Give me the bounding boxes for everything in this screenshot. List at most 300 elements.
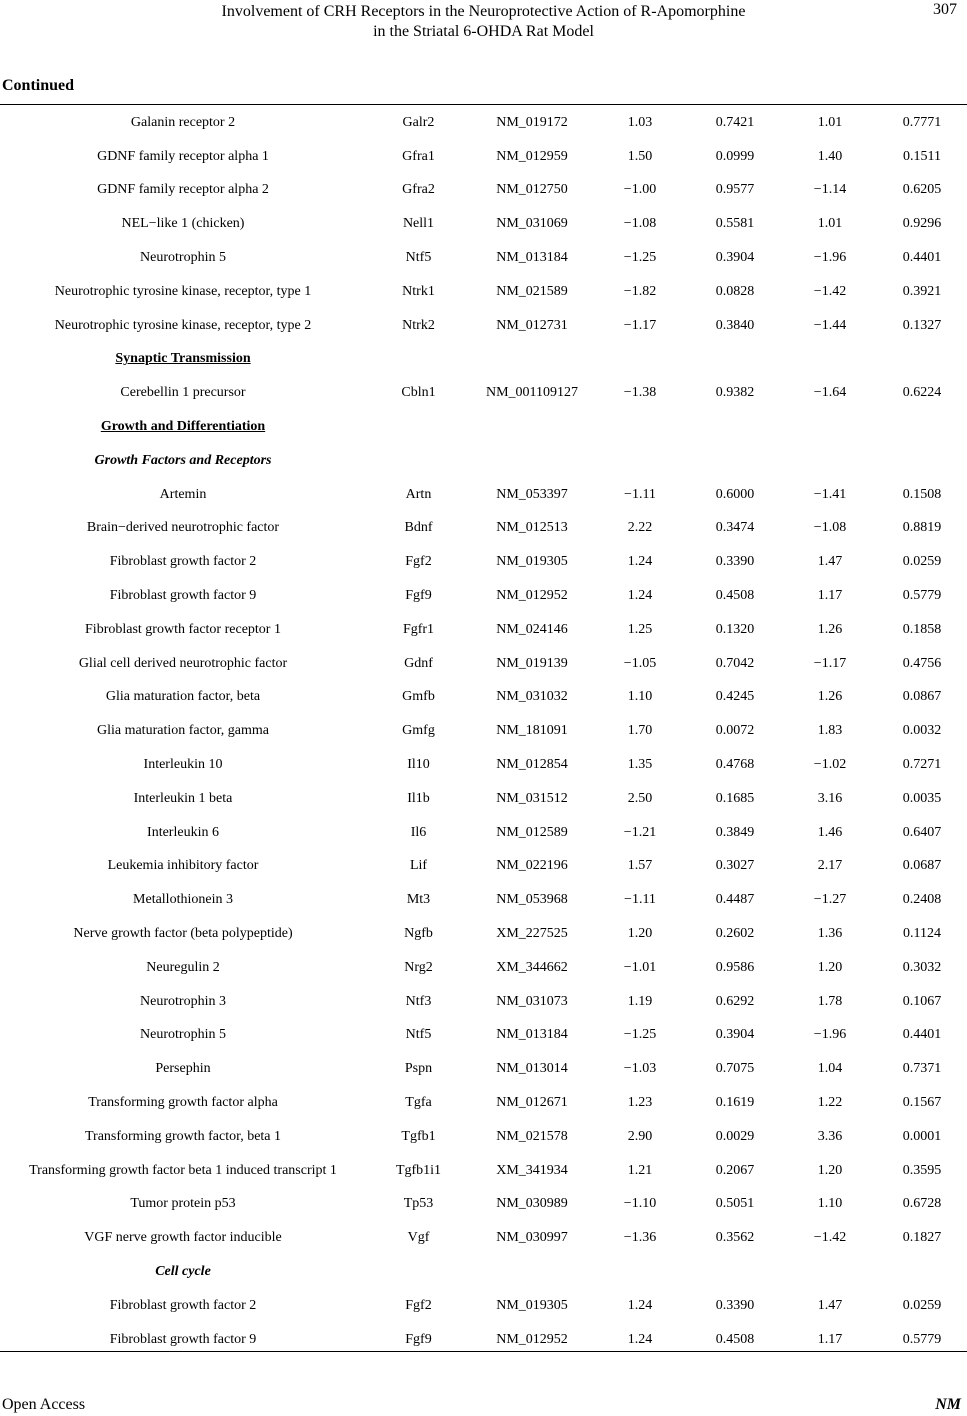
gene-symbol-cell: Il6 <box>410 824 427 840</box>
gene-name-cell: Metallothionein 3 <box>133 892 233 908</box>
accession-cell: NM_012671 <box>496 1095 568 1110</box>
table-row <box>0 275 967 309</box>
p-value-1-cell: 0.7042 <box>715 655 755 671</box>
accession-cell: NM_019305 <box>496 554 568 570</box>
p-value-2-cell: 0.6728 <box>902 1196 942 1212</box>
empty-cell <box>877 1255 967 1289</box>
accession-cell: NM_012854 <box>496 757 568 773</box>
fold-change-1-cell: −1.01 <box>623 959 657 975</box>
fold-change-2-cell: 1.04 <box>817 1061 843 1077</box>
gene-name-cell: Interleukin 6 <box>147 824 219 840</box>
fold-change-2-cell: 1.01 <box>817 114 843 130</box>
gene-name-cell: Fibroblast growth factor 2 <box>109 554 257 570</box>
gene-name-cell: Fibroblast growth factor 2 <box>109 1297 257 1313</box>
p-value-1-cell: 0.4487 <box>715 892 755 908</box>
accession-cell: NM_019305 <box>496 1297 568 1313</box>
fold-change-2-cell: 1.01 <box>817 216 843 232</box>
gene-symbol-cell: Ntrk1 <box>402 283 435 299</box>
p-value-2-cell: 0.5779 <box>902 1331 942 1347</box>
fold-change-2-cell: 1.36 <box>817 926 843 942</box>
fold-change-1-cell: 1.35 <box>627 757 653 773</box>
p-value-2-cell: 0.0259 <box>902 1297 942 1313</box>
accession-cell: NM_013184 <box>496 250 568 266</box>
accession-cell: NM_022196 <box>496 858 568 874</box>
fold-change-2-cell: 1.20 <box>817 1162 843 1178</box>
table-row <box>0 1188 967 1222</box>
p-value-2-cell: 0.6407 <box>902 824 942 840</box>
fold-change-1-cell: 1.24 <box>627 588 653 604</box>
table-row <box>0 1052 967 1086</box>
p-value-1-cell: 0.0029 <box>715 1128 755 1144</box>
p-value-2-cell: 0.1327 <box>902 317 942 333</box>
accession-cell: NM_024146 <box>496 621 568 637</box>
empty-cell <box>593 444 687 478</box>
fold-change-1-cell: −1.82 <box>623 283 657 299</box>
p-value-2-cell: 0.3595 <box>902 1162 942 1178</box>
gene-symbol-cell: Ntf3 <box>405 993 432 1009</box>
table-row <box>0 207 967 241</box>
gene-symbol-cell: Ntf5 <box>405 1027 432 1043</box>
gene-symbol-cell: Tgfb1i1 <box>395 1162 442 1178</box>
gene-symbol-cell: Vgf <box>407 1230 430 1246</box>
section-heading-row <box>0 410 967 444</box>
table-row <box>0 1120 967 1154</box>
fold-change-2-cell: −1.64 <box>813 385 847 401</box>
table-row <box>0 1154 967 1188</box>
p-value-2-cell: 0.8819 <box>902 520 942 536</box>
gene-symbol-cell: Nell1 <box>402 216 435 232</box>
accession-cell: NM_053397 <box>496 486 568 502</box>
fold-change-2-cell: −1.17 <box>813 655 847 671</box>
fold-change-2-cell: 1.26 <box>817 689 843 705</box>
fold-change-1-cell: 2.50 <box>627 790 653 806</box>
gene-name-cell: Neuregulin 2 <box>146 959 220 975</box>
p-value-1-cell: 0.3474 <box>715 520 755 536</box>
gene-symbol-cell: Artn <box>405 486 432 502</box>
fold-change-1-cell: −1.08 <box>623 216 657 232</box>
gene-name-cell: Fibroblast growth factor 9 <box>109 1331 257 1347</box>
footer-open-access: Open Access <box>2 1396 86 1413</box>
fold-change-1-cell: −1.11 <box>624 486 656 502</box>
p-value-1-cell: 0.3904 <box>715 1027 755 1043</box>
accession-cell: NM_012952 <box>496 1331 568 1347</box>
table-row <box>0 1221 967 1255</box>
table-row <box>0 647 967 681</box>
gene-name-cell: Artemin <box>159 486 207 502</box>
accession-cell: NM_012731 <box>496 317 568 333</box>
p-value-2-cell: 0.6224 <box>902 385 942 401</box>
empty-cell <box>366 343 471 377</box>
table-row <box>0 748 967 782</box>
section-heading-row <box>0 343 967 377</box>
gene-symbol-cell: Fgf9 <box>405 588 432 604</box>
empty-cell <box>783 343 877 377</box>
p-value-1-cell: 0.9577 <box>715 182 755 198</box>
p-value-1-cell: 0.3840 <box>715 317 755 333</box>
table-row <box>0 1086 967 1120</box>
fold-change-2-cell: −1.27 <box>813 892 847 908</box>
accession-cell: NM_013014 <box>496 1061 568 1077</box>
fold-change-2-cell: −1.42 <box>813 283 847 299</box>
gene-symbol-cell: Tp53 <box>403 1196 434 1212</box>
fold-change-1-cell: 1.23 <box>627 1095 653 1110</box>
p-value-2-cell: 0.4756 <box>902 655 942 671</box>
subsection-heading-row <box>0 1255 967 1289</box>
gene-name-cell: Galanin receptor 2 <box>130 114 236 130</box>
fold-change-2-cell: 1.10 <box>817 1196 843 1212</box>
fold-change-2-cell: −1.44 <box>813 317 847 333</box>
accession-cell: NM_021589 <box>496 283 568 299</box>
gene-symbol-cell: Ntf5 <box>405 250 432 266</box>
table-row <box>0 951 967 985</box>
table-body <box>0 106 967 1356</box>
fold-change-1-cell: 1.21 <box>627 1162 653 1178</box>
p-value-1-cell: 0.6292 <box>715 993 755 1009</box>
p-value-1-cell: 0.0072 <box>715 723 755 739</box>
gene-symbol-cell: Nrg2 <box>404 959 433 975</box>
p-value-2-cell: 0.0035 <box>902 790 942 806</box>
fold-change-2-cell: −1.41 <box>813 486 847 502</box>
fold-change-1-cell: 1.03 <box>627 114 653 130</box>
p-value-2-cell: 0.1858 <box>902 621 942 637</box>
running-title-line-2: in the Striatal 6-OHDA Rat Model <box>373 23 594 40</box>
table-row <box>0 376 967 410</box>
gene-name-cell: Fibroblast growth factor receptor 1 <box>85 621 281 637</box>
p-value-2-cell: 0.3921 <box>902 283 942 299</box>
p-value-1-cell: 0.3027 <box>715 858 755 874</box>
fold-change-1-cell: 1.24 <box>627 1331 653 1347</box>
subsection-heading: Growth Factors and Receptors <box>94 452 272 468</box>
gene-name-cell: Brain−derived neurotrophic factor <box>86 520 280 536</box>
p-value-2-cell: 0.1124 <box>903 926 941 942</box>
table-top-rule <box>0 104 967 105</box>
p-value-1-cell: 0.3904 <box>715 250 755 266</box>
fold-change-1-cell: −1.05 <box>623 655 657 671</box>
fold-change-2-cell: 1.47 <box>817 1297 843 1313</box>
gene-name-cell: Transforming growth factor alpha <box>88 1095 278 1110</box>
p-value-2-cell: 0.0259 <box>902 554 942 570</box>
fold-change-2-cell: −1.96 <box>813 1027 847 1043</box>
p-value-1-cell: 0.3390 <box>715 554 755 570</box>
accession-cell: NM_012959 <box>496 148 568 164</box>
continued-label: Continued <box>2 77 75 94</box>
gene-symbol-cell: Ngfb <box>404 926 433 942</box>
gene-name-cell: Persephin <box>155 1061 211 1077</box>
p-value-1-cell: 0.9382 <box>715 385 755 401</box>
accession-cell: NM_021578 <box>496 1128 568 1144</box>
p-value-2-cell: 0.2408 <box>902 892 942 908</box>
running-header <box>0 2 967 42</box>
p-value-1-cell: 0.2602 <box>715 926 755 942</box>
page-number: 307 <box>933 1 957 18</box>
p-value-2-cell: 0.1567 <box>902 1095 942 1110</box>
table-row <box>0 985 967 1019</box>
fold-change-1-cell: 2.90 <box>627 1128 653 1144</box>
empty-cell <box>783 444 877 478</box>
accession-cell: NM_012952 <box>496 588 568 604</box>
p-value-2-cell: 0.1511 <box>903 148 941 164</box>
fold-change-1-cell: 2.22 <box>627 520 653 536</box>
empty-cell <box>471 444 593 478</box>
gene-symbol-cell: Il10 <box>407 757 430 773</box>
table-row <box>0 1019 967 1053</box>
p-value-1-cell: 0.5581 <box>715 216 755 232</box>
p-value-1-cell: 0.4245 <box>715 689 755 705</box>
table-row <box>0 106 967 140</box>
gene-name-cell: Cerebellin 1 precursor <box>120 385 246 401</box>
fold-change-1-cell: 1.70 <box>627 723 653 739</box>
p-value-2-cell: 0.4401 <box>902 250 942 266</box>
empty-cell <box>687 1255 783 1289</box>
accession-cell: NM_019172 <box>496 114 568 130</box>
p-value-2-cell: 0.9296 <box>902 216 942 232</box>
fold-change-1-cell: 1.20 <box>627 926 653 942</box>
accession-cell: NM_031032 <box>496 689 568 705</box>
table-row <box>0 241 967 275</box>
empty-cell <box>366 1255 471 1289</box>
p-value-2-cell: 0.1508 <box>902 486 942 502</box>
running-title-line-1: Involvement of CRH Receptors in the Neuroprotective Action of R-Apomorphine <box>221 3 746 20</box>
fold-change-2-cell: −1.02 <box>813 757 847 773</box>
gene-name-cell: NEL−like 1 (chicken) <box>121 216 245 232</box>
gene-name-cell: Glia maturation factor, gamma <box>96 723 270 739</box>
p-value-1-cell: 0.1619 <box>715 1095 755 1110</box>
table-row <box>0 140 967 174</box>
p-value-1-cell: 0.5051 <box>715 1196 755 1212</box>
gene-symbol-cell: Mt3 <box>406 892 431 908</box>
p-value-1-cell: 0.7075 <box>715 1061 755 1077</box>
p-value-2-cell: 0.3032 <box>902 959 942 975</box>
table-row <box>0 579 967 613</box>
empty-cell <box>687 444 783 478</box>
gene-name-cell: Leukemia inhibitory factor <box>107 858 259 874</box>
fold-change-1-cell: −1.38 <box>623 385 657 401</box>
accession-cell: XM_227525 <box>496 926 568 942</box>
gene-name-cell: Neurotrophic tyrosine kinase, receptor, type 1 <box>54 283 312 299</box>
table-row <box>0 613 967 647</box>
table-row <box>0 816 967 850</box>
table-row <box>0 782 967 816</box>
p-value-2-cell: 0.4401 <box>902 1027 942 1043</box>
empty-cell <box>471 1255 593 1289</box>
fold-change-2-cell: 1.46 <box>817 824 843 840</box>
gene-symbol-cell: Cbln1 <box>401 385 436 401</box>
accession-cell: XM_341934 <box>496 1162 568 1178</box>
fold-change-1-cell: −1.36 <box>623 1230 657 1246</box>
p-value-1-cell: 0.7421 <box>715 114 755 130</box>
accession-cell: NM_030997 <box>496 1230 568 1246</box>
subsection-heading: Cell cycle <box>155 1263 211 1279</box>
fold-change-2-cell: 1.20 <box>817 959 843 975</box>
gene-name-cell: Nerve growth factor (beta polypeptide) <box>73 926 293 942</box>
accession-cell: NM_031069 <box>496 216 568 232</box>
fold-change-1-cell: 1.24 <box>627 1297 653 1313</box>
empty-cell <box>783 410 877 444</box>
p-value-1-cell: 0.3390 <box>715 1297 755 1313</box>
table-row <box>0 714 967 748</box>
gene-symbol-cell: Gfra1 <box>402 148 435 164</box>
fold-change-1-cell: −1.21 <box>623 824 657 840</box>
p-value-2-cell: 0.7371 <box>902 1061 942 1077</box>
gene-symbol-cell: Tgfb1 <box>401 1128 436 1144</box>
fold-change-1-cell: −1.00 <box>623 182 657 198</box>
fold-change-1-cell: 1.24 <box>627 554 653 570</box>
fold-change-2-cell: −1.42 <box>813 1230 847 1246</box>
gene-symbol-cell: Lif <box>409 858 428 874</box>
p-value-2-cell: 0.0001 <box>902 1128 942 1144</box>
gene-name-cell: Neurotrophin 3 <box>140 993 226 1009</box>
p-value-1-cell: 0.4508 <box>715 1331 755 1347</box>
fold-change-2-cell: 1.40 <box>817 148 843 164</box>
gene-symbol-cell: Ntrk2 <box>402 317 435 333</box>
fold-change-2-cell: 3.16 <box>817 790 843 806</box>
subsection-heading-row <box>0 444 967 478</box>
gene-name-cell: VGF nerve growth factor inducible <box>84 1230 282 1246</box>
p-value-1-cell: 0.2067 <box>715 1162 755 1178</box>
accession-cell: NM_019139 <box>496 655 568 671</box>
accession-cell: XM_344662 <box>496 959 568 975</box>
gene-name-cell: Glial cell derived neurotrophic factor <box>78 655 288 671</box>
gene-symbol-cell: Pspn <box>404 1061 433 1077</box>
gene-name-cell: Neurotrophin 5 <box>140 250 226 266</box>
gene-name-cell: Neurotrophin 5 <box>140 1027 226 1043</box>
empty-cell <box>366 410 471 444</box>
gene-symbol-cell: Gmfb <box>402 689 435 705</box>
accession-cell: NM_031073 <box>496 993 568 1009</box>
p-value-2-cell: 0.0687 <box>902 858 942 874</box>
fold-change-2-cell: −1.14 <box>813 182 847 198</box>
gene-symbol-cell: Gmfg <box>402 723 435 739</box>
table-row <box>0 478 967 512</box>
accession-cell: NM_012513 <box>496 520 568 536</box>
gene-symbol-cell: Fgfr1 <box>402 621 435 637</box>
fold-change-1-cell: −1.11 <box>624 892 656 908</box>
fold-change-2-cell: 2.17 <box>817 858 843 874</box>
empty-cell <box>877 343 967 377</box>
empty-cell <box>687 343 783 377</box>
fold-change-1-cell: 1.25 <box>627 621 653 637</box>
gene-name-cell: Interleukin 1 beta <box>133 790 233 806</box>
fold-change-1-cell: 1.10 <box>627 689 653 705</box>
empty-cell <box>471 343 593 377</box>
table-row <box>0 681 967 715</box>
p-value-2-cell: 0.1827 <box>902 1230 942 1246</box>
fold-change-2-cell: 3.36 <box>817 1128 843 1144</box>
fold-change-2-cell: 1.17 <box>817 588 843 604</box>
p-value-2-cell: 0.6205 <box>902 182 942 198</box>
table-row <box>0 545 967 579</box>
p-value-1-cell: 0.9586 <box>715 959 755 975</box>
gene-symbol-cell: Tgfa <box>405 1095 432 1110</box>
section-heading: Growth and Differentiation <box>100 419 266 435</box>
p-value-1-cell: 0.3562 <box>715 1230 755 1246</box>
empty-cell <box>471 410 593 444</box>
fold-change-1-cell: −1.03 <box>623 1061 657 1077</box>
gene-name-cell: Fibroblast growth factor 9 <box>109 588 257 604</box>
gene-name-cell: Glia maturation factor, beta <box>105 689 261 705</box>
p-value-1-cell: 0.3849 <box>715 824 755 840</box>
accession-cell: NM_012589 <box>496 824 568 840</box>
p-value-1-cell: 0.1320 <box>715 621 755 637</box>
accession-cell: NM_181091 <box>496 723 568 739</box>
fold-change-2-cell: 1.17 <box>817 1331 843 1347</box>
fold-change-2-cell: 1.83 <box>817 723 843 739</box>
fold-change-2-cell: 1.26 <box>817 621 843 637</box>
table-row <box>0 850 967 884</box>
p-value-2-cell: 0.5779 <box>902 588 942 604</box>
fold-change-1-cell: 1.19 <box>627 993 653 1009</box>
gene-expression-table <box>0 106 967 1356</box>
fold-change-1-cell: −1.10 <box>623 1196 657 1212</box>
gene-symbol-cell: Gdnf <box>404 655 433 671</box>
fold-change-2-cell: −1.08 <box>813 520 847 536</box>
gene-symbol-cell: Galr2 <box>402 114 435 130</box>
p-value-2-cell: 0.7771 <box>902 114 942 130</box>
accession-cell: NM_031512 <box>496 790 568 806</box>
gene-name-cell: Interleukin 10 <box>143 757 223 773</box>
gene-name-cell: Tumor protein p53 <box>130 1196 236 1212</box>
fold-change-2-cell: 1.22 <box>817 1095 843 1110</box>
empty-cell <box>687 410 783 444</box>
accession-cell: NM_012750 <box>496 182 568 198</box>
table-row <box>0 174 967 208</box>
accession-cell: NM_013184 <box>496 1027 568 1043</box>
section-heading: Synaptic Transmission <box>115 351 251 367</box>
gene-symbol-cell: Fgf2 <box>405 554 432 570</box>
footer-journal-abbrev: NM <box>935 1396 961 1413</box>
table-row <box>0 309 967 343</box>
fold-change-1-cell: 1.50 <box>627 148 653 164</box>
table-row <box>0 917 967 951</box>
fold-change-1-cell: −1.25 <box>623 1027 657 1043</box>
empty-cell <box>366 444 471 478</box>
p-value-2-cell: 0.0867 <box>902 689 942 705</box>
p-value-1-cell: 0.4508 <box>715 588 755 604</box>
fold-change-1-cell: 1.57 <box>627 858 653 874</box>
fold-change-2-cell: 1.47 <box>817 554 843 570</box>
empty-cell <box>593 410 687 444</box>
p-value-2-cell: 0.1067 <box>902 993 942 1009</box>
p-value-2-cell: 0.0032 <box>902 723 942 739</box>
fold-change-2-cell: −1.96 <box>813 250 847 266</box>
accession-cell: NM_053968 <box>496 892 568 908</box>
fold-change-1-cell: −1.25 <box>623 250 657 266</box>
gene-name-cell: Transforming growth factor, beta 1 <box>84 1128 282 1144</box>
fold-change-2-cell: 1.78 <box>817 993 843 1009</box>
empty-cell <box>783 1255 877 1289</box>
p-value-1-cell: 0.0828 <box>715 283 755 299</box>
gene-symbol-cell: Il1b <box>407 790 430 806</box>
fold-change-1-cell: −1.17 <box>623 317 657 333</box>
empty-cell <box>593 1255 687 1289</box>
accession-cell: NM_001109127 <box>485 385 579 401</box>
table-bottom-rule <box>0 1351 967 1352</box>
accession-cell: NM_030989 <box>496 1196 568 1212</box>
empty-cell <box>877 410 967 444</box>
empty-cell <box>593 343 687 377</box>
p-value-1-cell: 0.4768 <box>715 757 755 773</box>
empty-cell <box>877 444 967 478</box>
p-value-1-cell: 0.6000 <box>715 486 755 502</box>
p-value-2-cell: 0.7271 <box>902 757 942 773</box>
gene-name-cell: GDNF family receptor alpha 2 <box>97 182 269 198</box>
p-value-1-cell: 0.1685 <box>715 790 755 806</box>
gene-symbol-cell: Gfra2 <box>402 182 435 198</box>
gene-name-cell: Transforming growth factor beta 1 induced transcript 1 <box>29 1162 337 1178</box>
p-value-1-cell: 0.0999 <box>715 148 755 164</box>
gene-symbol-cell: Fgf2 <box>405 1297 432 1313</box>
table-row <box>0 1289 967 1323</box>
